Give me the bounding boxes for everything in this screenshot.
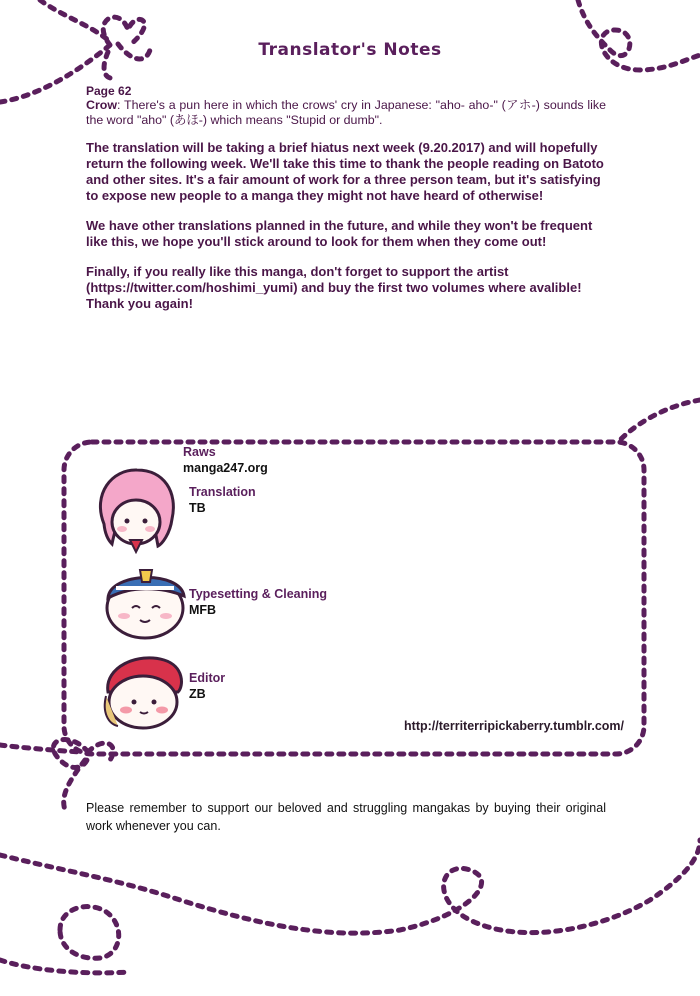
- credit-role: Editor: [189, 671, 226, 685]
- credit-typesetting: [189, 586, 327, 618]
- credit-raws: [183, 444, 268, 476]
- crow-note: [86, 98, 606, 128]
- credit-role: Translation: [189, 485, 256, 499]
- credit-name: MFB: [189, 603, 217, 617]
- crow-note-text: : There's a pun here in which the crows' cry in Japanese: "aho- aho-" (アホ-) sounds like the word "aho" (あほ-) which means "Stupid or dumb".: [86, 98, 606, 127]
- credit-translation: [189, 484, 256, 516]
- crow-label: Crow: [86, 98, 117, 112]
- footer-note: Please remember to support our beloved and struggling mangakas by buying their original work whenever you can.: [86, 801, 606, 833]
- credit-name: ZB: [189, 687, 206, 701]
- page-title: Translator's Notes: [258, 40, 442, 60]
- notes-section: [86, 84, 606, 326]
- translator-avatar-image: [92, 464, 182, 554]
- page-reference: Page 62: [86, 84, 132, 98]
- credit-name: TB: [189, 501, 206, 515]
- note-paragraph: Finally, if you really like this manga, don't forget to support the artist (https://twitter.com/hoshimi_yumi) and buy the first two volumes where avalible! Thank you again!: [86, 264, 582, 311]
- editor-avatar-image: [98, 652, 188, 732]
- credit-role: Raws: [183, 445, 216, 459]
- credit-editor: [189, 670, 225, 702]
- group-website-link[interactable]: http://territerripickaberry.tumblr.com/: [404, 719, 624, 733]
- typesetter-avatar-image: [100, 562, 190, 642]
- note-paragraph: The translation will be taking a brief hiatus next week (9.20.2017) and will hopefully return the following week. We'll take this time to thank the people reading on Batoto and other sites. It's a fair amount of work for a three person team, but it's satisfying to expose new people to a manga they might not have heard of otherwise!: [86, 140, 604, 203]
- note-paragraph: We have other translations planned in the future, and while they won't be frequent like this, we hope you'll stick around to look for them when they come out!: [86, 218, 593, 249]
- credit-name: manga247.org: [183, 461, 268, 475]
- credit-role: Typesetting & Cleaning: [189, 587, 327, 601]
